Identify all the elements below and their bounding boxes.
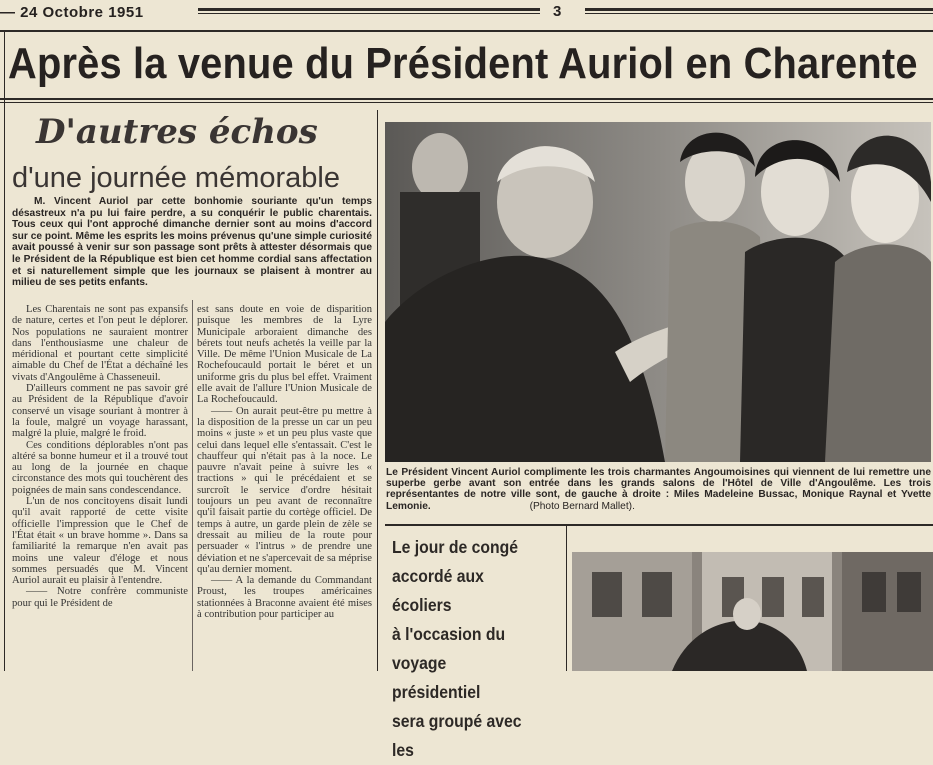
paragraph: Les Charentais ne sont pas expansifs de nature, certes et l'on peut le déplorer. Nos populations ne sauraient montrer dans l'enthousiasme une chaleur de méridional et pourtant cette simplicité aimable du Chef de l'État a déchaîné les vivats d'Angoulême à Chasseneuil. (12, 304, 188, 383)
photo-street-scene (572, 552, 933, 671)
photo-president-greeting-image (385, 122, 931, 462)
box-top-rule (385, 524, 933, 526)
photo-credit: (Photo Bernard Mallet). (529, 500, 635, 512)
page-headline: Après la venue du Président Auriol en Charente (8, 39, 918, 88)
box-title-line: Le jour de congé (392, 537, 519, 557)
header-rule-right (585, 8, 933, 11)
page-number: 3 (553, 3, 562, 20)
column-rule-inner (192, 300, 193, 671)
column-rule-box (566, 525, 567, 671)
box-title-line: à l'occasion du voyage (392, 624, 506, 673)
header-rule-left (198, 8, 540, 11)
issue-date: — 24 Octobre 1951 (0, 4, 144, 21)
photo-president-greeting (385, 122, 931, 462)
article-column-1 (12, 304, 188, 671)
photo-caption-text: Le Président Vincent Auriol complimente les trois charmantes Angoumoisines qui viennent de lui remettre une superbe gerbe avant son entrée dans les grands salons de l'Hôtel de Ville d'Angoulême. Les trois représentantes de notre ville sont, de gauche à droite : Miles Madeleine Bussac, Monique Raynal et Yvette Lemonie. (386, 467, 931, 512)
article-lead: M. Vincent Auriol par cette bonhomie souriante qu'un temps désastreux n'a pu lui faire perdre, a su conquérir le public charentais. Tous ceux qui l'ont approché dimanche dernier sont au moins d'accord sur ce point. Même les esprits les moins prévenus qu'une simple curiosité avait poussé à venir sur son passage sont prêts à attester désormais que le Président de la République est bien cet homme cordial sans affectation et si naturellement simple que les journaux se plaisent à montrer au milieu de ses petits enfants. (12, 196, 372, 289)
photo-street-scene-image (572, 552, 933, 671)
box-article-title (392, 533, 545, 765)
box-title-line: sera groupé avec les (392, 711, 522, 760)
box-title-line: présidentiel (392, 682, 481, 702)
box-title-line: accordé aux écoliers (392, 566, 484, 615)
article-title-sub: d'une journée mémorable (12, 162, 340, 194)
paragraph: Ces conditions déplorables n'ont pas altéré sa bonne humeur et il a trouvé tout au long de la journée en chaque circonstance des mots qui touchèrent des poignées de main sans condescendance. (12, 439, 188, 496)
header-rule-right-thin (585, 13, 933, 14)
paragraph: L'un de nos concitoyens disait lundi qu'il avait rapporté de cette visite officielle l'impression que le Chef de l'État était « un brave homme ». Dans sa familiarité la remarque n'en avait pas moins une valeur d'éloge et nous sommes persuadés que M. Vincent Auriol aurait eu plaisir à l'entendre. (12, 496, 188, 587)
paragraph: —— On aurait peut-être pu mettre à la disposition de la presse un car un peu moins « juste » et un peu plus vaste que celui dans lequel elle s'entassait. C'est le chauffeur qui n'était pas à la noce. Le pauvre n'avait peine à suivre les « tractions » qui le précédaient et se surcroît le service d'ordre hésitait toujours un peu avant de reconnaître qu'il faisait partie du cortège officiel. De temps à autre, un garde plein de zèle se dressait au milieu de la route pour persuader « l'intrus » de prendre une déviation et ne s'apercevait de sa méprise qu'au dernier moment. (197, 405, 372, 575)
paragraph: est sans doute en voie de disparition puisque les membres de la Lyre Municipale arboraient dimanche des bérets tout neufs achetés la veille par la Ville. De même l'Union Musicale de La Rochefoucauld portait le béret et un uniforme gris du plus bel effet. Vraiment elle avait de l'allure l'Union Musicale de La Rochefoucauld. (197, 304, 372, 406)
column-rule-left (4, 30, 5, 671)
column-rule-middle (377, 110, 378, 671)
headline-bottom-rule-thin (0, 102, 933, 103)
photo-caption (386, 467, 931, 512)
header-rule-left-thin (198, 13, 540, 14)
article-column-2 (197, 304, 372, 671)
article-title-script: D'autres échos (36, 112, 318, 152)
paragraph: —— A la demande du Commandant Proust, les troupes américaines stationnées à Braconne avaient été mises à contribution pour participer au (197, 575, 372, 621)
paragraph: D'ailleurs comment ne pas savoir gré au Président de la République d'avoir conservé un visage souriant à montrer à la foule, malgré un voyage harassant, malgré la pluie, malgré le froid. (12, 383, 188, 440)
paragraph: —— Notre confrère communiste pour qui le Président de (12, 586, 188, 609)
headline-bottom-rule (0, 98, 933, 100)
